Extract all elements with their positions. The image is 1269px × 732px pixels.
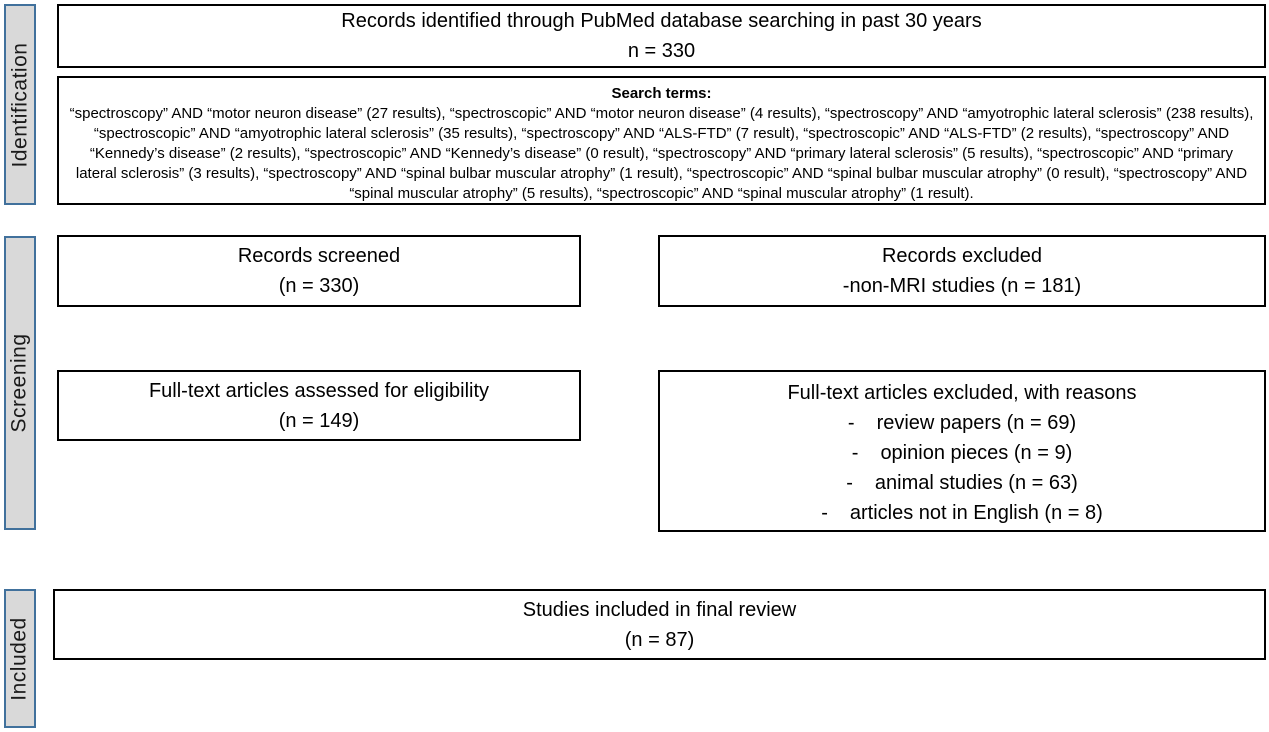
box-search-terms (57, 76, 1266, 205)
stage-label-identification (4, 4, 36, 205)
dash-bullet: - (847, 412, 855, 434)
stage-label-screening-text: Screening (8, 333, 31, 433)
records-identified-count: n = 330 (627, 40, 696, 62)
exclusion-reason-review-papers (848, 408, 1076, 438)
exclusion-reason-animal-studies (846, 468, 1078, 498)
exclusion-reason-text: opinion pieces (n = 9) (880, 442, 1073, 464)
exclusion-reason-text: articles not in English (n = 8) (849, 502, 1103, 524)
stage-label-identification-text: Identification (8, 42, 32, 167)
fulltext-assessed-text: Full-text articles assessed for eligibility (148, 379, 490, 402)
box-fulltext-excluded (658, 370, 1266, 532)
exclusion-reason-text: review papers (n = 69) (876, 412, 1077, 434)
search-terms-title: Search terms: (611, 85, 712, 102)
search-terms-body: “spectroscopy” AND “motor neuron disease” (27 results), “spectroscopic” AND “motor neuron disease” (4 results), “spectroscopy” AND “amyotrophic lateral sclerosis” (238 results), “spectroscopic” AND “amyotrophic lateral sclerosis” (35 results), “spectroscopy” AND “ALS-FTD” (7 result), “spectroscopic” AND “ALS-FTD” (2 results), “spectroscopy” AND “Kennedy’s disease” (2 results), “spectroscopic” AND “Kennedy’s disease” (0 result), “spectroscopy” AND “primary lateral sclerosis” (5 results), “spectroscopic” AND “primary lateral sclerosis” (3 results), “spectroscopy” AND “spinal bulbar muscular atrophy” (1 result), “spectroscopic” AND “spinal bulbar muscular atrophy” (0 result), “spectroscopy” AND “spinal muscular atrophy” (5 results), “spectroscopic” AND “spinal muscular atrophy” (1 result). (69, 105, 1254, 202)
fulltext-assessed-count: (n = 149) (278, 409, 360, 432)
studies-included-count: (n = 87) (624, 628, 695, 651)
records-excluded-text: Records excluded (881, 245, 1043, 267)
box-studies-included (53, 589, 1266, 660)
box-records-excluded (658, 235, 1266, 307)
dash-bullet: - (846, 472, 853, 494)
dash-bullet: - (851, 442, 859, 464)
dash-bullet: - (821, 502, 828, 524)
records-screened-count: (n = 330) (278, 275, 360, 297)
box-fulltext-assessed (57, 370, 581, 441)
fulltext-excluded-title: Full-text articles excluded, with reasons (787, 382, 1137, 404)
studies-included-text: Studies included in final review (522, 598, 797, 621)
records-identified-text: Records identified through PubMed database searching in past 30 years (341, 10, 982, 32)
stage-label-included (4, 589, 36, 728)
exclusion-reason-not-english (821, 498, 1103, 528)
stage-label-screening (4, 236, 36, 530)
exclusion-reason-opinion-pieces (852, 438, 1072, 468)
box-records-identified (57, 4, 1266, 68)
exclusion-reason-text: animal studies (n = 63) (874, 472, 1078, 494)
records-screened-text: Records screened (237, 245, 401, 267)
stage-label-included-text: Included (8, 616, 31, 701)
records-excluded-detail: -non-MRI studies (n = 181) (842, 275, 1082, 297)
box-records-screened (57, 235, 581, 307)
